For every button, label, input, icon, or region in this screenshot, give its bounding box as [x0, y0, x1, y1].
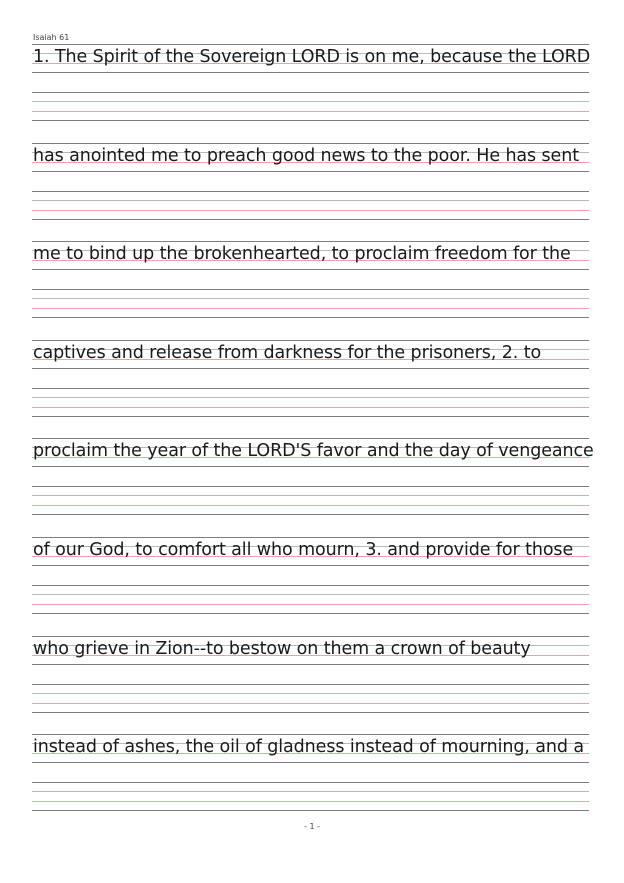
- text-line-2: has anointed me to preach good news to the poor. He has sent: [33, 146, 579, 166]
- guide-line: [32, 191, 589, 192]
- guide-line: [32, 505, 589, 506]
- text-line-7: who grieve in Zion--to bestow on them a crown of beauty: [33, 639, 531, 659]
- guide-line: [32, 219, 589, 220]
- guide-line: [32, 111, 589, 112]
- guide-line: [32, 317, 589, 318]
- text-line-6: of our God, to comfort all who mourn, 3. and provide for those: [33, 540, 574, 560]
- guide-line: [32, 397, 589, 398]
- text-line-4: captives and release from darkness for the prisoners, 2. to: [33, 343, 542, 363]
- guide-line: [32, 289, 589, 290]
- guide-line: [32, 241, 589, 242]
- guide-line: [32, 703, 589, 704]
- guide-line: [32, 171, 589, 172]
- text-line-5: proclaim the year of the LORD'S favor and the day of vengeance: [33, 441, 594, 461]
- guide-line: [32, 636, 589, 637]
- guide-line: [32, 101, 589, 102]
- guide-line: [32, 712, 589, 713]
- guide-line: [32, 308, 589, 309]
- guide-line: [32, 684, 589, 685]
- guide-line: [32, 734, 589, 735]
- guide-line: [32, 72, 589, 73]
- guide-line: [32, 466, 589, 467]
- text-line-1: 1. The Spirit of the Sovereign LORD is on me, because the LORD: [33, 47, 591, 67]
- guide-line: [32, 416, 589, 417]
- header-title: Isaiah 61: [33, 33, 70, 42]
- guide-line: [32, 200, 589, 201]
- guide-line: [32, 664, 589, 665]
- guide-line: [32, 92, 589, 93]
- guide-line: [32, 44, 589, 45]
- guide-line: [32, 782, 589, 783]
- guide-line: [32, 613, 589, 614]
- guide-line: [32, 537, 589, 538]
- guide-line: [32, 368, 589, 369]
- guide-line: [32, 298, 589, 299]
- text-line-3: me to bind up the brokenhearted, to proclaim freedom for the: [33, 244, 571, 264]
- guide-line: [32, 604, 589, 605]
- guide-line: [32, 801, 589, 802]
- guide-line: [32, 143, 589, 144]
- guide-line: [32, 514, 589, 515]
- guide-line: [32, 495, 589, 496]
- guide-line: [32, 269, 589, 270]
- guide-line: [32, 340, 589, 341]
- guide-line: [32, 407, 589, 408]
- guide-line: [32, 693, 589, 694]
- guide-line: [32, 388, 589, 389]
- guide-line: [32, 438, 589, 439]
- guide-line: [32, 594, 589, 595]
- guide-line: [32, 810, 589, 811]
- guide-line: [32, 762, 589, 763]
- guide-line: [32, 585, 589, 586]
- guide-line: [32, 120, 589, 121]
- guide-line: [32, 791, 589, 792]
- text-line-8: instead of ashes, the oil of gladness instead of mourning, and a: [33, 737, 584, 757]
- guide-line: [32, 210, 589, 211]
- guide-line: [32, 565, 589, 566]
- page-number: - 1 -: [304, 822, 320, 831]
- guide-line: [32, 486, 589, 487]
